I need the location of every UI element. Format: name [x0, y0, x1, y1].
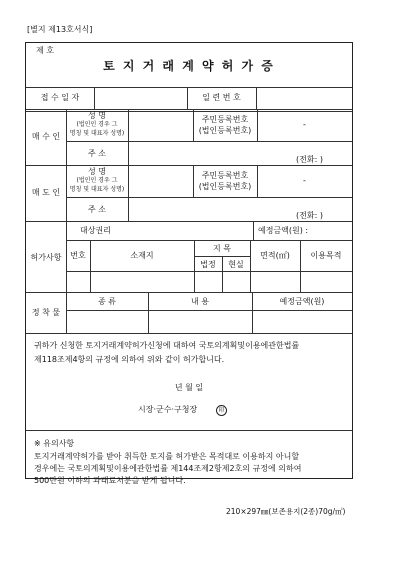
seller-id-field[interactable]: -: [303, 176, 306, 185]
rule: [66, 240, 352, 241]
approval-text: 제118조제4항의 규정에 의하여 위와 같이 허가합니다.: [34, 355, 225, 364]
col-area-header: 면적(㎡): [260, 251, 290, 260]
seller-id-label: 주민등록번호: [201, 171, 249, 180]
seller-name-note: (법인인 경우 그: [76, 177, 118, 184]
receipt-date-label: 접 수 일 자: [40, 93, 80, 102]
paper-spec: 210×297㎜(보존용지(2종)70g/㎡): [226, 507, 346, 516]
receipt-date-value[interactable]: [95, 88, 186, 108]
notice-text: 토지거래계약허가를 받아 취득한 토지를 허가받은 목적대로 이용하지 아니할: [34, 452, 300, 461]
notice-text: 경우에는 국토의계획및이용에관한법률 제144조제2항제2호의 규정에 의하여: [34, 464, 302, 473]
buyer-name-label: 성 명: [88, 111, 106, 120]
seal-icon: 印: [216, 405, 227, 416]
rule: [26, 430, 352, 431]
approval-text: 귀하가 신청한 토지거래계약허가신청에 대하여 국토의계획및이용에관한법률: [34, 341, 300, 350]
form-code: [별지 제13호서식]: [27, 25, 93, 34]
rule: [193, 109, 194, 141]
col-jimok-header: 지 목: [213, 244, 231, 253]
buyer-address-label: 주 소: [88, 149, 106, 158]
land-row-input[interactable]: [67, 272, 351, 291]
col-location-header: 소재지: [130, 251, 154, 260]
permit-number-label: 제 호: [36, 46, 54, 55]
approval-date: 년 월 일: [174, 383, 204, 392]
buyer-name-note: (법인인 경우 그: [76, 121, 118, 128]
seller-id-label: (법인등록번호): [198, 182, 252, 191]
target-right-label: 대상권리: [80, 226, 111, 235]
permit-label: 허가사항: [30, 253, 62, 262]
serial-number-label: 일 련 번 호: [202, 93, 241, 102]
col-actual-header: 현실: [228, 260, 244, 269]
buyer-phone-label: (전화: ): [296, 155, 323, 164]
seller-name-note: 명칭 및 대표자 성명): [69, 186, 125, 193]
page-title: 토 지 거 래 계 약 허 가 증: [103, 59, 275, 73]
col-number-header: 번호: [70, 251, 86, 260]
rule: [26, 333, 352, 334]
rule: [26, 292, 352, 293]
col-type-header: 종 류: [98, 297, 116, 306]
fixture-row-input[interactable]: [67, 311, 351, 332]
notice-text: 500만원 이하의 과태료처분을 받게 됩니다.: [34, 476, 186, 485]
rule: [26, 221, 352, 222]
seller-name-label: 성 명: [88, 167, 106, 176]
col-purpose-header: 이용목적: [310, 251, 342, 260]
col-legal-header: 법정: [200, 260, 216, 269]
seller-phone-label: (전화: ): [296, 211, 323, 220]
buyer-id-label: (법인등록번호): [198, 126, 252, 135]
rule: [193, 165, 194, 197]
col-content-header: 내 용: [191, 297, 209, 306]
buyer-id-field[interactable]: -: [303, 120, 306, 129]
seller-label: 매 도 인: [31, 188, 61, 197]
buyer-name-note: 명칭 및 대표자 성명): [69, 130, 125, 137]
col-amount-header: 예정금액(원): [279, 297, 325, 306]
serial-number-value[interactable]: [257, 88, 351, 108]
fixtures-label: 정 착 물: [31, 308, 61, 317]
planned-amount-label: 예정금액(원) :: [258, 226, 309, 235]
buyer-id-label: 주민등록번호: [201, 115, 249, 124]
buyer-name-field[interactable]: [129, 110, 192, 140]
notice-title: ※ 유의사항: [34, 439, 75, 448]
seller-address-label: 주 소: [88, 205, 106, 214]
buyer-label: 매 수 인: [31, 132, 61, 141]
rule: [253, 221, 254, 240]
issuer-title: 시장·군수·구청장: [138, 405, 198, 414]
seller-name-field[interactable]: [129, 166, 192, 196]
